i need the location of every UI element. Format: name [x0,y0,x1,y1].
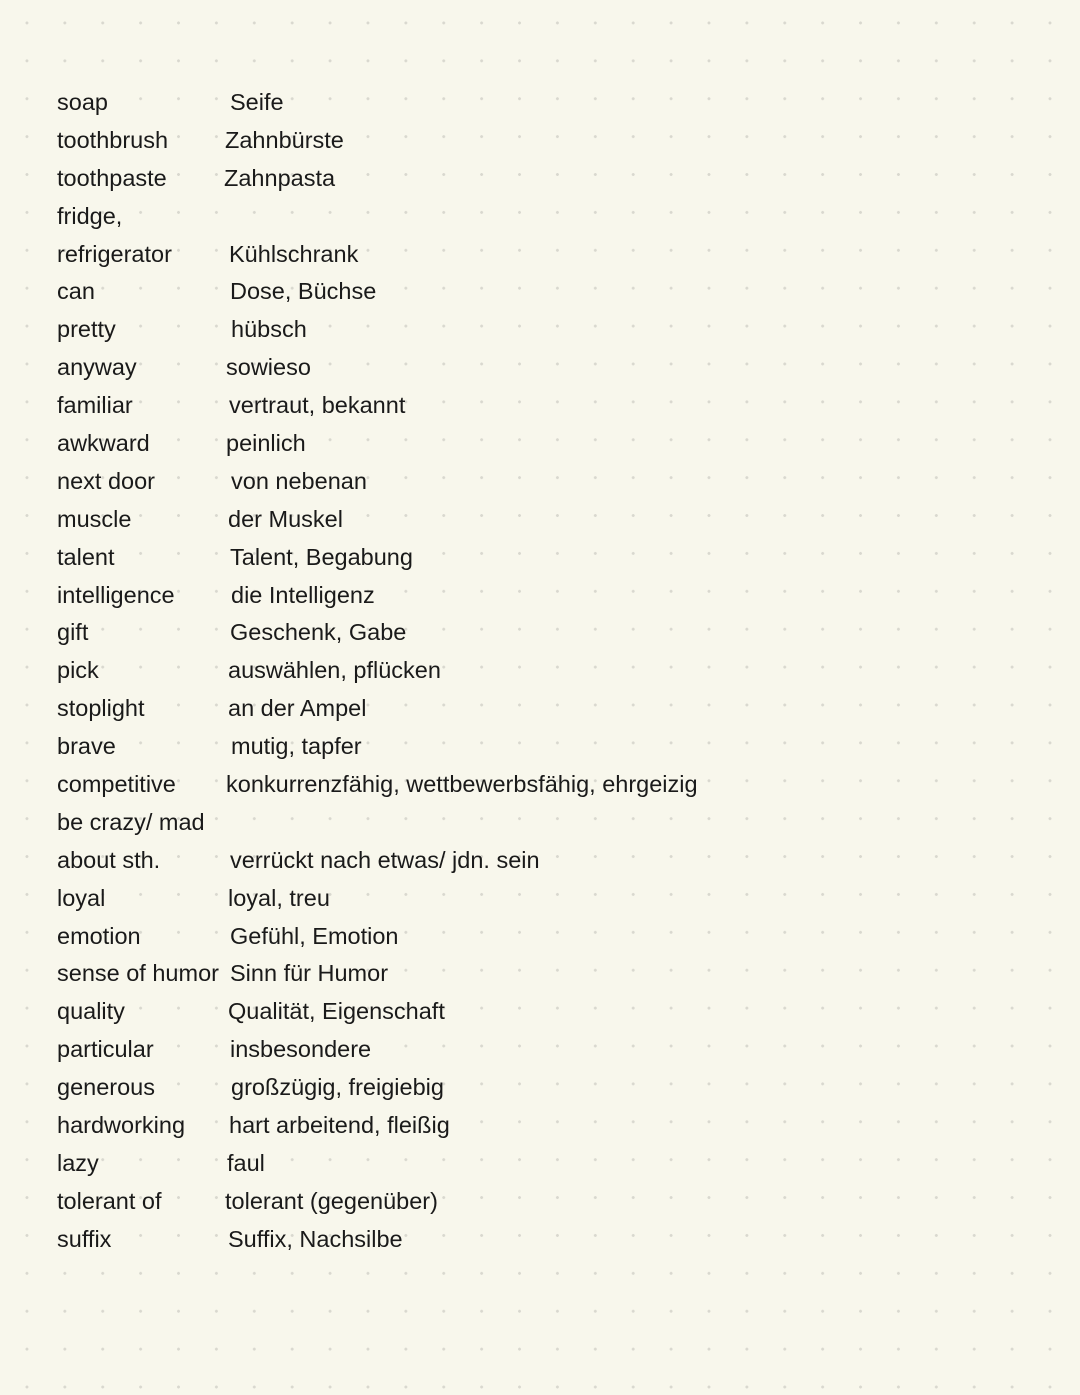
vocab-translation: hübsch [231,316,307,343]
vocab-row [0,539,1080,577]
vocab-row [0,1031,1080,1069]
vocab-term: next door [57,467,155,494]
vocab-translation: Suffix, Nachsilbe [228,1225,403,1252]
vocab-translation: auswählen, pflücken [228,657,441,684]
vocab-translation: Sinn für Humor [230,960,389,987]
vocab-translation: sowieso [226,354,311,381]
vocab-row [0,690,1080,728]
vocab-translation: Kühlschrank [229,240,359,267]
vocab-row [0,1107,1080,1145]
vocab-translation: von nebenan [231,467,367,494]
vocab-row [0,614,1080,652]
vocab-row [0,425,1080,463]
vocab-term: anyway [57,354,137,381]
vocab-term: loyal [57,884,106,911]
vocab-term: brave [57,733,116,760]
vocab-term: generous [57,1074,155,1101]
vocab-row [0,766,1080,804]
vocab-row [0,1183,1080,1221]
vocab-translation: konkurrenzfähig, wettbewerbsfähig, ehrgeizig [226,771,698,798]
vocab-term: be crazy/ mad [57,808,205,835]
vocab-row [0,311,1080,349]
vocab-row [0,501,1080,539]
vocab-translation: tolerant (gegenüber) [225,1187,438,1214]
vocab-term: gift [57,619,89,646]
vocab-row [0,880,1080,918]
vocab-row [0,728,1080,766]
vocab-term: stoplight [57,695,145,722]
vocab-term: familiar [57,392,133,419]
vocab-term: emotion [57,922,141,949]
vocab-row [0,918,1080,956]
vocab-row [0,955,1080,993]
vocab-term: soap [57,89,108,115]
vocab-translation: Talent, Begabung [230,543,413,570]
vocab-term: toothbrush [57,126,169,153]
vocab-translation: Qualität, Eigenschaft [228,998,445,1025]
vocab-row [0,198,1080,236]
vocab-row [0,273,1080,311]
vocab-row [0,236,1080,274]
vocab-row [0,349,1080,387]
vocab-term: lazy [57,1149,99,1176]
vocab-translation: der Muskel [228,505,343,532]
vocab-translation: insbesondere [230,1036,372,1063]
vocab-translation: die Intelligenz [231,581,375,608]
vocab-term: refrigerator [57,240,172,267]
vocab-translation: peinlich [226,430,306,457]
vocab-term: pick [57,657,99,684]
vocab-term: suffix [57,1225,112,1252]
vocab-translation: faul [227,1149,265,1176]
vocab-translation: loyal, treu [228,884,330,911]
vocab-translation: an der Ampel [228,695,367,722]
vocab-row [0,1145,1080,1183]
vocab-row [0,1221,1080,1259]
vocab-row [0,1069,1080,1107]
vocab-term: competitive [57,771,176,798]
vocab-row [0,577,1080,615]
vocab-row [0,652,1080,690]
vocab-term: toothpaste [57,164,167,191]
vocab-translation: Zahnpasta [224,164,336,191]
vocab-term: hardworking [57,1112,186,1139]
vocab-translation: Dose, Büchse [230,278,377,305]
vocab-term: fridge, [57,202,123,229]
vocab-row [0,842,1080,880]
vocab-term: talent [57,543,115,570]
vocab-term: quality [57,998,125,1025]
vocab-row [0,804,1080,842]
vocab-translation: Geschenk, Gabe [230,619,407,646]
vocab-translation: Gefühl, Emotion [230,922,399,949]
vocab-row [0,387,1080,425]
vocab-term: particular [57,1036,154,1063]
vocab-row [0,993,1080,1031]
vocab-translation: verrückt nach etwas/ jdn. sein [230,846,540,873]
vocab-row [0,122,1080,160]
vocab-term: pretty [57,316,116,343]
vocab-term: intelligence [57,581,175,608]
vocab-translation: hart arbeitend, fleißig [229,1112,450,1139]
vocab-term: tolerant of [57,1187,162,1214]
vocab-row [0,160,1080,198]
vocab-term: can [57,278,95,305]
vocab-term: muscle [57,505,132,532]
vocab-term: awkward [57,430,150,457]
vocab-translation: mutig, tapfer [231,733,362,760]
vocab-translation: vertraut, bekannt [229,392,406,419]
vocabulary-list [0,84,1080,1259]
vocab-row [0,463,1080,501]
vocab-translation: Zahnbürste [225,126,344,153]
vocab-term: sense of humor [57,960,219,987]
vocab-row [0,84,1080,122]
vocab-term: about sth. [57,846,161,873]
vocab-translation: großzügig, freigiebig [231,1074,444,1101]
vocab-translation: Seife [230,89,284,115]
